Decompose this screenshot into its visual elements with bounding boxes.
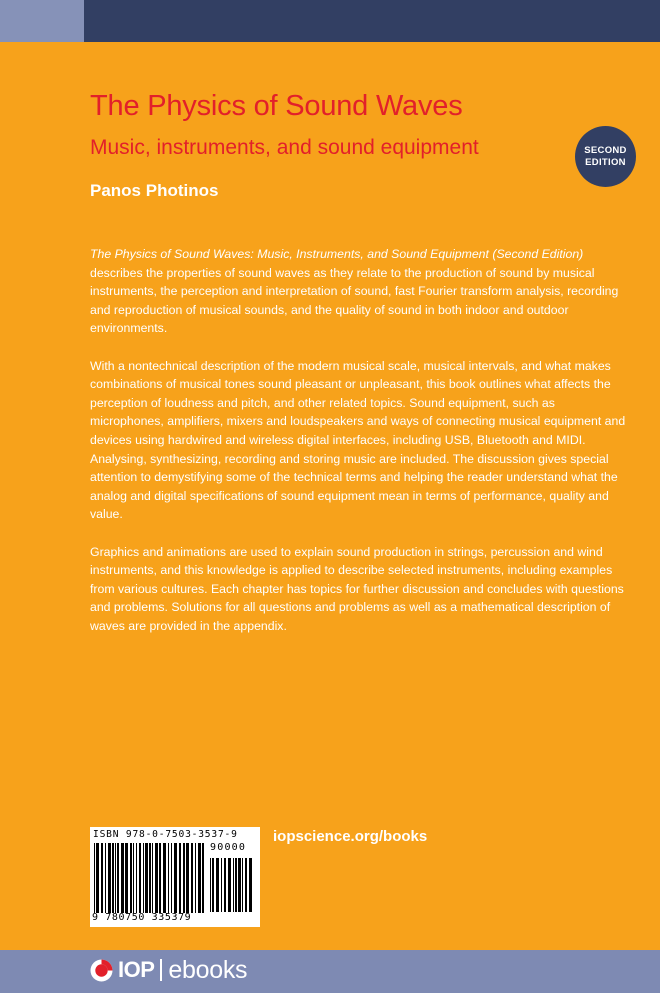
barcode-bar <box>221 858 222 912</box>
ean-number: 9 780750 335379 <box>92 912 192 923</box>
barcode-bar <box>245 858 247 912</box>
edition-badge-line1: SECOND <box>584 144 627 156</box>
barcode-bar <box>101 843 103 913</box>
barcode-bar <box>238 858 241 912</box>
ean-barcode-bars <box>94 843 206 913</box>
edition-badge <box>575 126 636 187</box>
barcode-bar <box>235 858 237 912</box>
barcode-bar <box>191 843 193 913</box>
logo-iop-text: IOP <box>118 957 155 982</box>
barcode-bar <box>179 843 181 913</box>
barcode-bar <box>195 843 196 913</box>
description-paragraph-3: Graphics and animations are used to explain sound production in strings, percussion and wind instruments, and this knowledge is applied to describe selected instruments, including examples from various cultures. Each chapter has topics for further discussion and concludes with questions and problems. Solutions for all questions and problems as well as a mathematical description of waves are provided in the appendix. <box>90 544 624 633</box>
book-description <box>90 245 632 654</box>
barcode-bar <box>149 843 151 913</box>
barcode-bar <box>174 843 177 913</box>
barcode-bar <box>145 843 148 913</box>
author-name: Panos Photinos <box>90 181 219 200</box>
description-paragraph-1-text: describes the properties of sound waves as they relate to the production of sound by musical instruments, the perception and interpretation of sound, fast Fourier transform analysis, recording and reproduction of musical sounds, and the quality of sound in both indoor and outdoor environments. <box>90 265 619 336</box>
barcode-bar <box>139 843 141 913</box>
barcode-bar <box>186 843 189 913</box>
barcode-bar <box>224 858 226 912</box>
barcode-bar <box>249 858 252 912</box>
isbn-label: ISBN 978-0-7503-3537-9 <box>93 829 238 840</box>
barcode-bar <box>155 843 158 913</box>
barcode-bar <box>130 843 132 913</box>
barcode-bar <box>143 843 144 913</box>
barcode-bar <box>171 843 172 913</box>
price-addon-number: 90000 <box>210 842 247 853</box>
logo-divider <box>160 959 162 981</box>
barcode-bar <box>210 858 211 912</box>
barcode-bar <box>133 843 134 913</box>
iop-ebooks-logo <box>90 955 247 985</box>
description-book-reference: The Physics of Sound Waves: Music, Instruments, and Sound Equipment (Second Edition) <box>90 247 584 261</box>
barcode-bar <box>121 843 124 913</box>
description-paragraph-1 <box>90 245 632 338</box>
barcode-bar <box>233 858 234 912</box>
barcode-bar <box>242 858 243 912</box>
book-subtitle: Music, instruments, and sound equipment <box>90 136 479 159</box>
barcode-bar <box>136 843 137 913</box>
barcode-bar <box>94 843 95 913</box>
barcode-bar <box>163 843 166 913</box>
barcode-bar <box>115 843 116 913</box>
barcode-bar <box>96 843 99 913</box>
barcode-bar <box>105 843 106 913</box>
edition-badge-line2: EDITION <box>585 156 626 168</box>
barcode-bar <box>112 843 114 913</box>
description-paragraph-2: With a nontechnical description of the modern musical scale, musical intervals, and what makes combinations of musical tones sound pleasant or unpleasant, this book outlines what affects the perception of loudness and pitch, and other related topics. Sound equipment, such as microphones, amplifiers, mixers and loudspeakers and ways of connecting musical equipment and devices using hardwired and wireless digital interfaces, including USB, Bluetooth and MIDI. Analysing, synthesizing, recording and storing music are included. The discussion gives special attention to demystifying some of the technical terms and helping the reader understand what the analog and digital specifications of sound equipment mean in terms of performance, quality and value. <box>90 358 626 522</box>
barcode-bar <box>216 858 219 912</box>
barcode-bar <box>108 843 111 913</box>
barcode-bar <box>152 843 153 913</box>
website-url[interactable]: iopscience.org/books <box>273 828 428 845</box>
barcode-bar <box>168 843 169 913</box>
barcode-bar <box>212 858 214 912</box>
top-color-band <box>0 0 660 42</box>
addon-barcode-bars <box>210 858 256 912</box>
logo-ebooks-text: ebooks <box>168 955 248 984</box>
barcode-bar <box>202 843 204 913</box>
isbn-barcode <box>90 827 260 927</box>
barcode-bar <box>125 843 128 913</box>
barcode-bar <box>198 843 201 913</box>
iop-logo-icon <box>90 959 113 982</box>
book-title: The Physics of Sound Waves <box>90 90 463 122</box>
top-accent-block <box>0 0 84 42</box>
barcode-bar <box>159 843 161 913</box>
barcode-bar <box>228 858 231 912</box>
barcode-bar <box>183 843 185 913</box>
barcode-bar <box>117 843 119 913</box>
